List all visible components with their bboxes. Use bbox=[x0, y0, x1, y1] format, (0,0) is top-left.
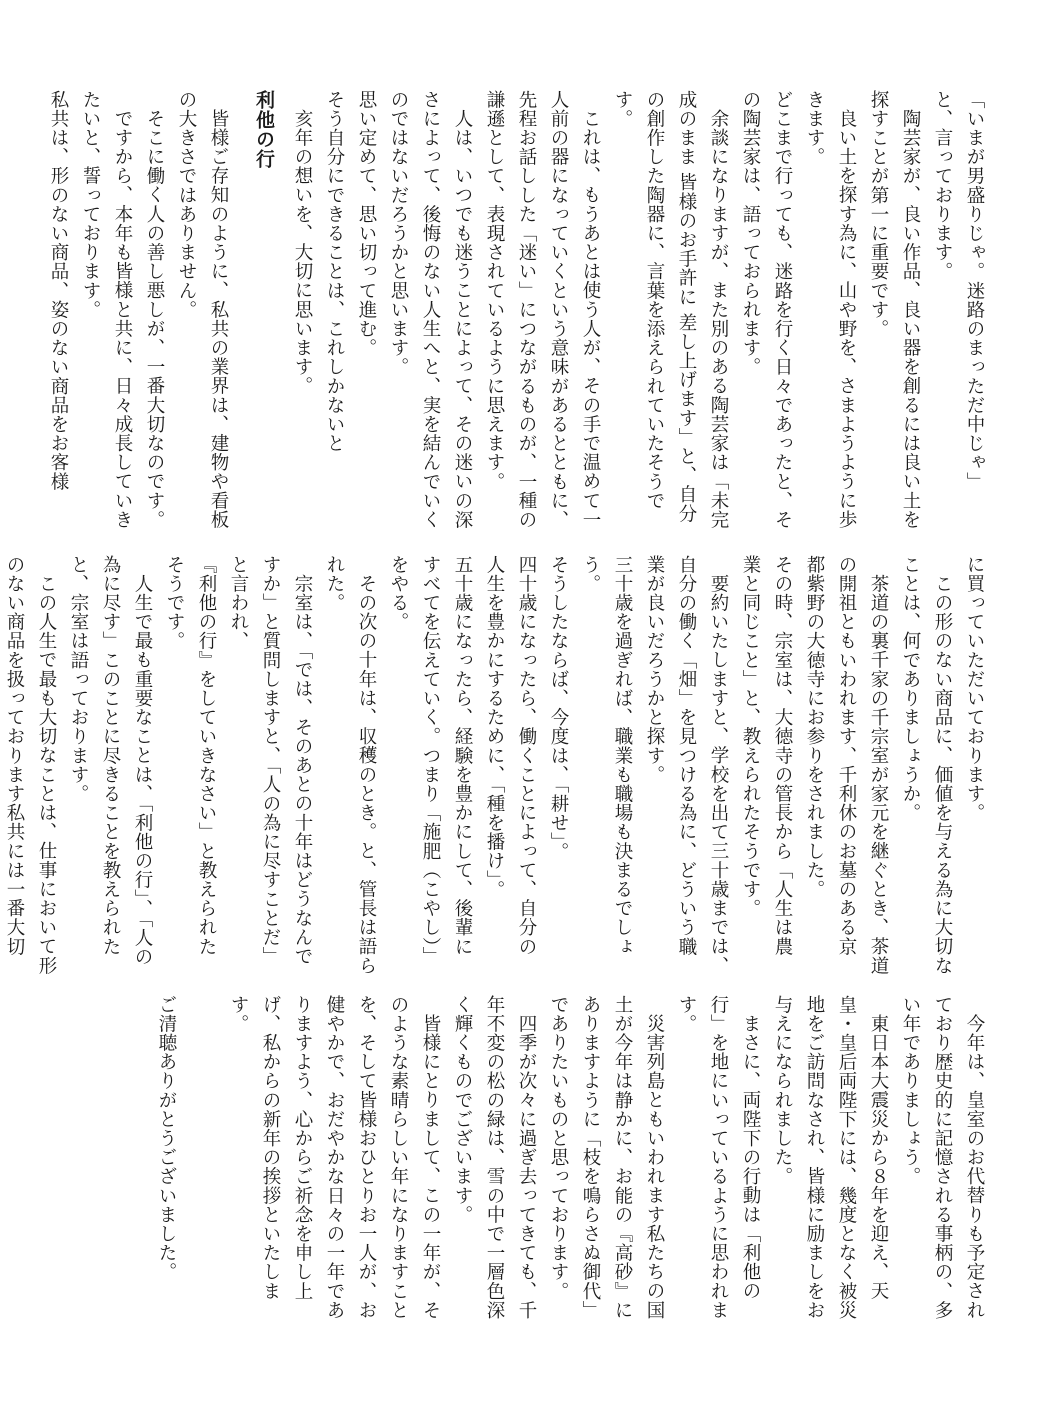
text-band-top bbox=[50, 90, 990, 530]
paragraph: 四季が次々に過ぎ去ってきても、千年不変の松の緑は、雪の中で一層色深く輝くものでございます。 bbox=[452, 995, 537, 1320]
paragraph: その次の十年は、収穫のとき。と、管長は語られた。 bbox=[324, 555, 377, 975]
paragraph: 東日本大震災から８年を迎え、天皇・皇后両陛下には、幾度となく被災地をご訪問なされ、皆様に励ましをお与えになられました。 bbox=[772, 995, 889, 1320]
paragraph: 良い土を探す為に、山や野を、さまようように歩きます。 bbox=[804, 90, 857, 529]
paragraph: 陶芸家が、良い作品、良い器を創るには良い土を探すことが第一に重要です。 bbox=[868, 90, 921, 529]
paragraph: 宗室は、「では、そのあとの十年はどうなんですか」と質問しますと、「人の為に尽すことだ」と言われ、 bbox=[228, 555, 313, 966]
paragraph: 三十歳を過ぎれば、職業も職場も決まるでしょう。 bbox=[580, 555, 633, 957]
paragraph: 余談になりますが、また別のある陶芸家は「未完成のまま 皆様のお手許に 差し上げます」と、自分の創作した陶器に、言葉を添えられていたそうです。 bbox=[612, 90, 729, 529]
text-band-bottom bbox=[50, 995, 990, 1325]
paragraph: そう自分にできることは、これしかないと bbox=[324, 90, 345, 453]
paragraph: そうしたならば、今度は、「耕せ」。 bbox=[548, 555, 569, 862]
paragraph: まさに、両陛下の行動は「利他の行」を地にいっているように思われます。 bbox=[676, 995, 761, 1320]
paragraph: これは、もうあとは使う人が、その手で温めて一人前の器になっていくという意味があるとともに、先程お話しした「迷い」につながるものが、一種の謙遜として、表現されているように思えます。 bbox=[484, 90, 601, 530]
paragraph: ですから、本年も皆様と共に、日々成長していきたいと、誓っております。 bbox=[80, 90, 133, 529]
paragraph: この人生で最も大切なことは、仕事において形のない商品を扱っております私共には一番大切 bbox=[4, 555, 57, 975]
paragraph: と、言っております。 bbox=[932, 90, 953, 281]
paragraph: 思い定めて、思い切って進む。 bbox=[356, 90, 377, 358]
paragraph: 四十歳になったら、働くことによって、自分の人生を豊かにするために、「種を播け」。 bbox=[484, 555, 537, 957]
paragraph: 災害列島ともいわれます私たちの国土が今年は静かに、お能の『高砂』にありますように「枝を鳴らさぬ御代」でありたいものと思っております。 bbox=[548, 995, 665, 1320]
paragraph: どこまで行っても、迷路を行く日々であったと、その陶芸家は、語っておられます。 bbox=[740, 90, 793, 530]
paragraph: この形のない商品に、価値を与える為に大切なことは、何でありましょうか。 bbox=[900, 555, 953, 975]
paragraph: に買っていただいております。 bbox=[964, 555, 985, 823]
paragraph: そこに働く人の善し悪しが、一番大切なのです。 bbox=[144, 108, 165, 529]
paragraph: 五十歳になったら、経験を豊かにして、後輩にすべてを伝えていく。つまり「施肥（こやし）」をやる。 bbox=[388, 555, 473, 966]
paragraph: 皆様ご存知のように、私共の業界は、建物や看板の大きさではありません。 bbox=[176, 90, 229, 529]
text-band-middle bbox=[4, 555, 990, 975]
paragraph: その時、宗室は、大徳寺の管長から「人生は農業と同じこと」と、教えられたそうです。 bbox=[740, 555, 793, 957]
paragraph: 人は、いつでも迷うことによって、その迷いの深さによって、後悔のない人生へと、実を結んでいくのではないだろうかと思います。 bbox=[388, 90, 473, 530]
closing-thanks: ご清聴ありがとうございました。 bbox=[156, 995, 177, 1282]
paragraph: 今年は、皇室のお代替りも予定されており歴史的に記憶される事柄の、多い年でありましょう。 bbox=[900, 995, 985, 1320]
paragraph: 人生で最も重要なことは、「利他の行」、「人の為に尽す」このことに尽きることを教えられたと、宗室は語っております。 bbox=[68, 555, 153, 966]
paragraph: 要約いたしますと、学校を出て三十歳までは、自分の働く「畑」を見つける為に、どういう職業が良いだろうかと探す。 bbox=[644, 555, 729, 975]
paragraph: 「いまが男盛りじゃ。迷路のまっただ中じゃ」 bbox=[964, 90, 985, 492]
paragraph: 茶道の裏千家の千宗室が家元を継ぐとき、茶道の開祖ともいわれます、千利休のお墓のある京都紫野の大徳寺にお参りをされました。 bbox=[804, 555, 889, 975]
paragraph: 『利他の行』をしていきなさい」と教えられたそうです。 bbox=[164, 555, 217, 957]
paragraph: 皆様にとりまして、この一年が、そのような素晴らしい年になりますことを、そして皆様おひとりお一人が、お健やかで、おだやかな日々の一年でありますよう、心からご祈念を申し上げ、私からの新年の挨拶といたします。 bbox=[228, 995, 441, 1320]
paragraph: 私共は、形のない商品、姿のない商品をお客様 bbox=[48, 90, 69, 492]
paragraph: 亥年の想いを、大切に思います。 bbox=[292, 108, 313, 395]
section-heading: 利他の行 bbox=[253, 90, 275, 169]
